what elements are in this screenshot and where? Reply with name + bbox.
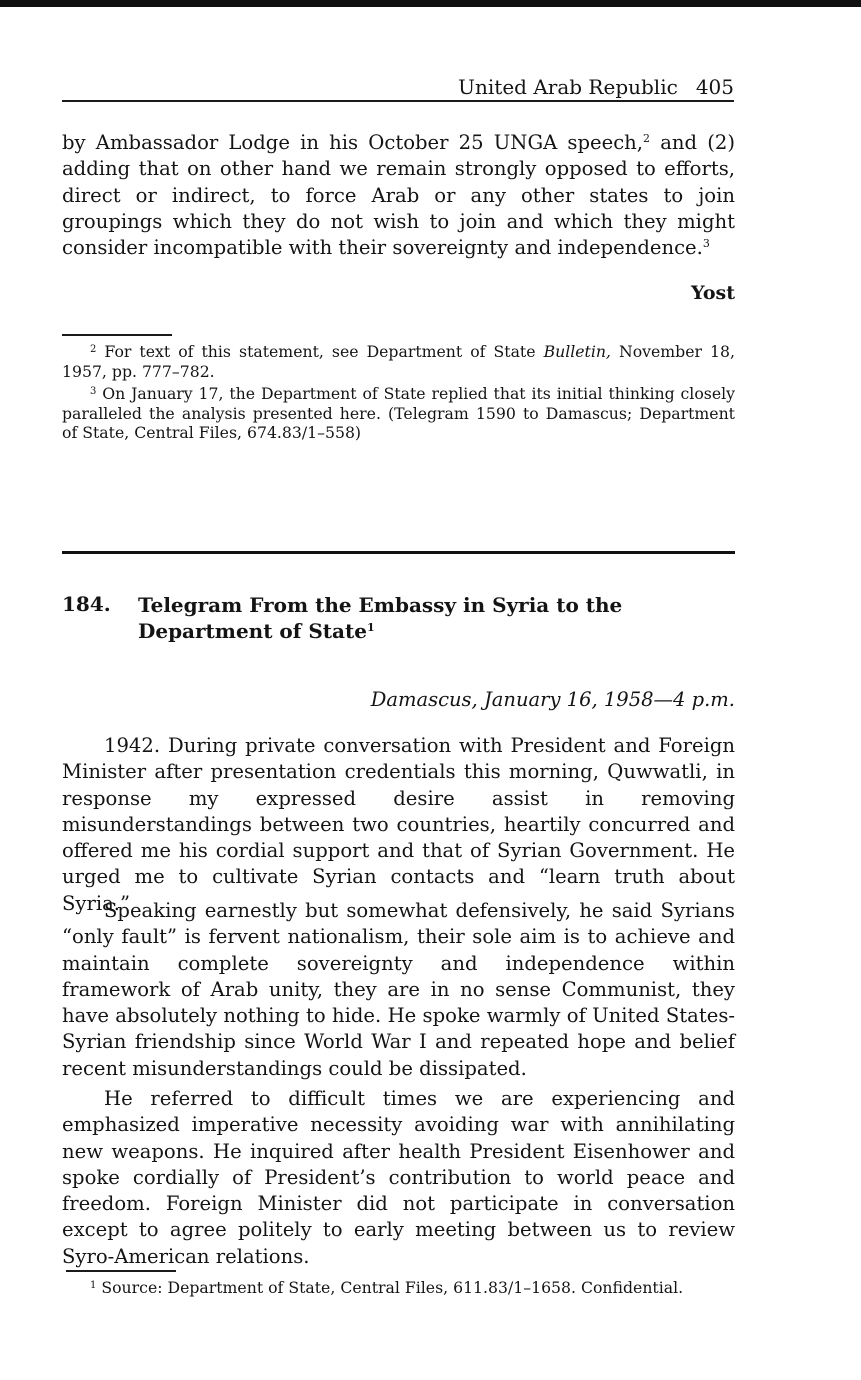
running-head <box>62 74 734 102</box>
running-head-title: United Arab Republic <box>458 75 678 99</box>
page-number: 405 <box>695 75 734 99</box>
continued-paragraph <box>62 130 735 261</box>
section-divider <box>62 551 735 554</box>
document-number: 184. <box>62 592 111 616</box>
footnote-text: Source: Department of State, Central Files, 611.83/1–1658. Confidential. <box>96 1278 684 1297</box>
footnote-3 <box>62 384 735 443</box>
body-paragraph: Speaking earnestly but somewhat defensively, he said Syrians “only fault” is fervent nationalism, their sole aim is to achieve and maintain complete sovereignty and independence within framework of Arab unity, they are in no sense Communist, they have absolutely nothing to hide. He spoke warmly of United States-Syrian friendship since World War I and repeated hope and belief recent misunderstandings could be dissipated. <box>62 899 735 1080</box>
footnote-divider <box>62 334 172 336</box>
footnote-mark: 3 <box>90 386 97 397</box>
continued-text: by Ambassador Lodge in his October 25 UNGA speech, <box>62 131 644 154</box>
footnote-mark: 2 <box>90 344 97 355</box>
footnote-2 <box>62 342 735 381</box>
footnote-text: For text of this statement, see Department of State <box>96 342 544 361</box>
footnote-italic: Bulletin, <box>543 342 611 361</box>
footnote-ref-3[interactable]: 3 <box>702 237 710 251</box>
footnote-mark: 1 <box>90 1280 97 1291</box>
footnote-text: On January 17, the Department of State replied that its initial thinking closely paralleled the analysis presented here. (Telegram 1590 to Damascus; Department of State, Central Files, 674.83/1–558) <box>62 384 735 442</box>
dateline: Damascus, January 16, 1958—4 p.m. <box>370 688 735 711</box>
continued-text-2: and (2) adding that on other hand we remain strongly opposed to efforts, direct or indirect, to force Arab or any other states to join groupings which they do not wish to join and which they might consider incompatible with their sovereignty and independence. <box>62 131 736 260</box>
body-paragraph: 1942. During private conversation with President and Foreign Minister after presentation credentials this morning, Quwwatli, in response my expressed desire assist in removing misunderstandings between two countries, heartily concurred and offered me his cordial support and that of Syrian Government. He urged me to cultivate Syrian contacts and “learn truth about Syria.” <box>62 734 735 915</box>
document-title <box>138 592 738 644</box>
footnote-ref-1[interactable]: 1 <box>366 621 375 634</box>
footnote-ref-2[interactable]: 2 <box>643 132 651 145</box>
body-paragraph: He referred to difficult times we are experiencing and emphasized imperative necessity avoiding war with annihilating new weapons. He inquired after health President Eisenhower and spoke cordially of President’s contribution to world peace and freedom. Foreign Minister did not participate in conversation except to agree politely to early meeting between us to review Syro-American relations. <box>62 1087 735 1268</box>
document-title-text: Telegram From the Embassy in Syria to the Department of State <box>138 593 623 643</box>
footnote-divider <box>66 1270 176 1272</box>
footnote-text: November 18, 1957, pp. 777–782. <box>62 342 735 381</box>
signature: Yost <box>690 282 735 304</box>
page-top-edge <box>0 0 861 7</box>
footnote-1 <box>90 1278 730 1298</box>
